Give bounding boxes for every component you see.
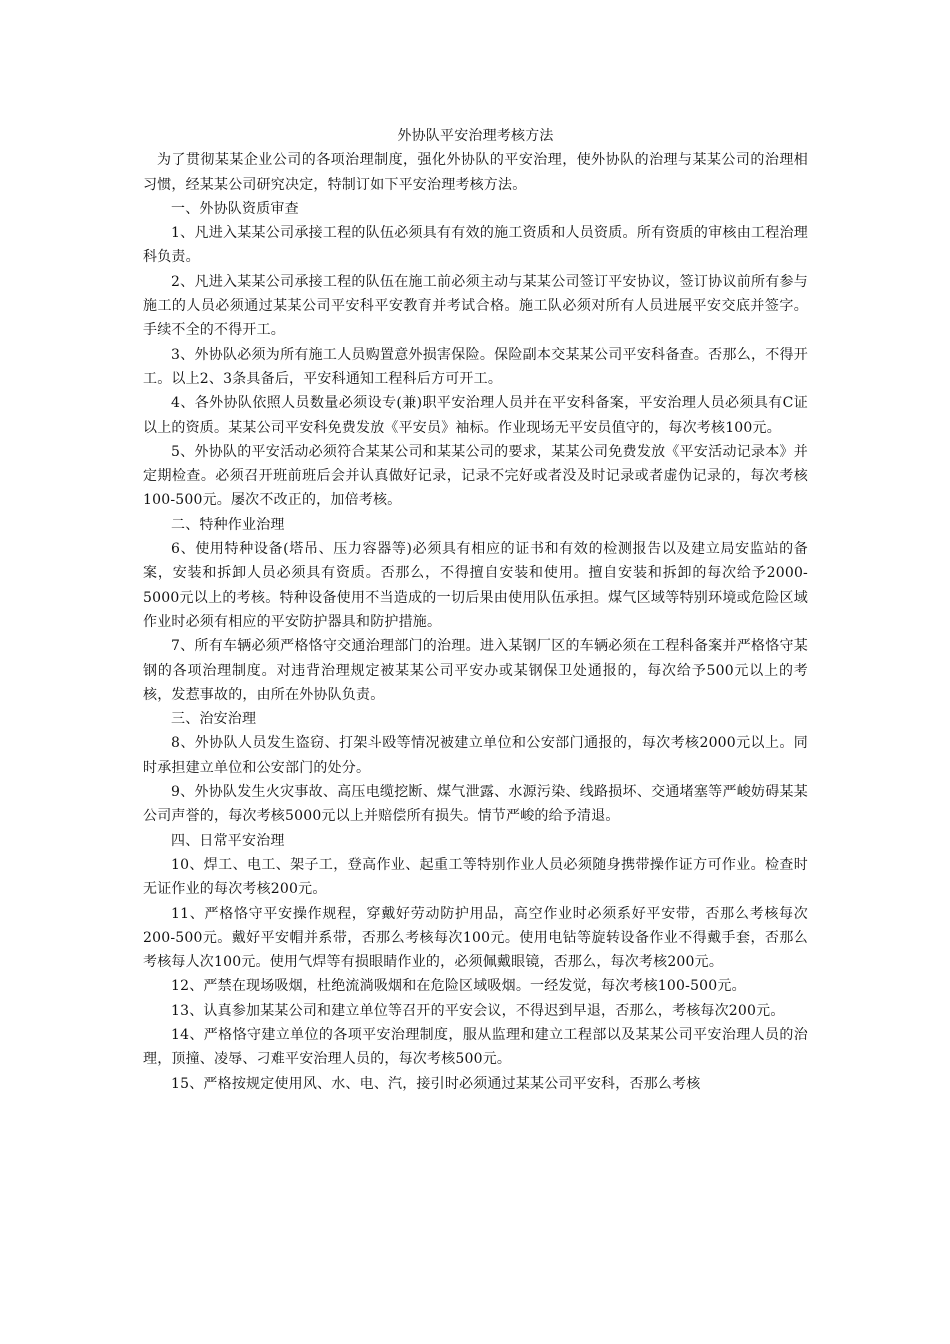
clause-4: 4、各外协队依照人员数量必须设专(兼)职平安治理人员并在平安科备案，平安治理人员必须具有C证以上的资质。某某公司平安科免费发放《平安员》袖标。作业现场无平安员值守的，每次考核100元。 [143,395,808,436]
clause-13: 13、认真参加某某公司和建立单位等召开的平安会议，不得迟到早退，否那么，考核每次200元。 [171,1002,785,1019]
clause-5: 5、外协队的平安活动必须符合某某公司和某某公司的要求，某某公司免费发放《平安活动记录本》并定期检查。必须召开班前班后会并认真做好记录，记录不完好或者没及时记录或者虚伪记录的，每次考核100-500元。屡次不改正的，加倍考核。 [143,443,808,509]
clause-14: 14、严格恪守建立单位的各项平安治理制度，服从监理和建立工程部以及某某公司平安治理人员的治理，顶撞、凌辱、刁难平安治理人员的，每次考核500元。 [143,1026,808,1068]
clause-3: 3、外协队必须为所有施工人员购置意外损害保险。保险副本交某某公司平安科备查。否那么，不得开工。以上2、3条具备后，平安科通知工程科后方可开工。 [143,346,808,387]
clause-8: 8、外协队人员发生盗窃、打架斗殴等情况被建立单位和公安部门通报的，每次考核2000元以上。同时承担建立单位和公安部门的处分。 [143,735,808,776]
section-heading-1: 一、外协队资质审查 [171,200,299,217]
intro-paragraph: 为了贯彻某某企业公司的各项治理制度，强化外协队的平安治理，使外协队的治理与某某公司的治理相习惯，经某某公司研究决定，特制订如下平安治理考核方法。 [143,152,808,193]
clause-10: 10、焊工、电工、架子工，登高作业、起重工等特别作业人员必须随身携带操作证方可作业。检查时无证作业的每次考核200元。 [143,856,808,898]
document-title: 外协队平安治理考核方法 [397,128,554,144]
clause-6: 6、使用特种设备(塔吊、压力容器等)必须具有相应的证书和有效的检测报告以及建立局安监站的备案，安装和拆卸人员必须具有资质。否那么，不得擅自安装和使用。擅自安装和拆卸的每次给予2000-5000元以上的考核。特种设备使用不当造成的一切后果由使用队伍承担。煤气区域等特别环境或危险区域作业时必须有相应的平安防护器具和防护措施。 [143,541,808,630]
clause-9: 9、外协队发生火灾事故、高压电缆挖断、煤气泄露、水源污染、线路损坏、交通堵塞等严峻妨碍某某公司声誉的，每次考核5000元以上并赔偿所有损失。情节严峻的给予清退。 [143,784,808,825]
clause-15: 15、严格按规定使用风、水、电、汽，接引时必须通过某某公司平安科，否那么考核 [171,1075,701,1092]
document-body [143,124,808,1096]
clause-11: 11、严格恪守平安操作规程，穿戴好劳动防护用品，高空作业时必须系好平安带，否那么考核每次200-500元。戴好平安帽并系带，否那么考核每次100元。使用电钻等旋转设备作业不得戴手套，否那么考核每人次100元。使用气焊等有损眼睛作业的，必须佩戴眼镜，否那么，每次考核200元。 [143,905,808,971]
clause-12: 12、严禁在现场吸烟，杜绝流淌吸烟和在危险区域吸烟。一经发觉，每次考核100-500元。 [171,978,746,995]
clause-2: 2、凡进入某某公司承接工程的队伍在施工前必须主动与某某公司签订平安协议，签订协议前所有参与施工的人员必须通过某某公司平安科平安教育并考试合格。施工队必须对所有人员进展平安交底并签字。手续不全的不得开工。 [143,273,808,339]
clause-1: 1、凡进入某某公司承接工程的队伍必须具有有效的施工资质和人员资质。所有资质的审核由工程治理科负责。 [143,225,808,266]
section-heading-3: 三、治安治理 [171,711,257,728]
clause-7: 7、所有车辆必须严格恪守交通治理部门的治理。进入某钢厂区的车辆必须在工程科备案并严格恪守某钢的各项治理制度。对违背治理规定被某某公司平安办或某钢保卫处通报的，每次给予500元以上的考核，发惹事故的，由所在外协队负责。 [143,638,808,703]
section-heading-2: 二、特种作业治理 [171,516,285,533]
section-heading-4: 四、日常平安治理 [171,832,285,849]
